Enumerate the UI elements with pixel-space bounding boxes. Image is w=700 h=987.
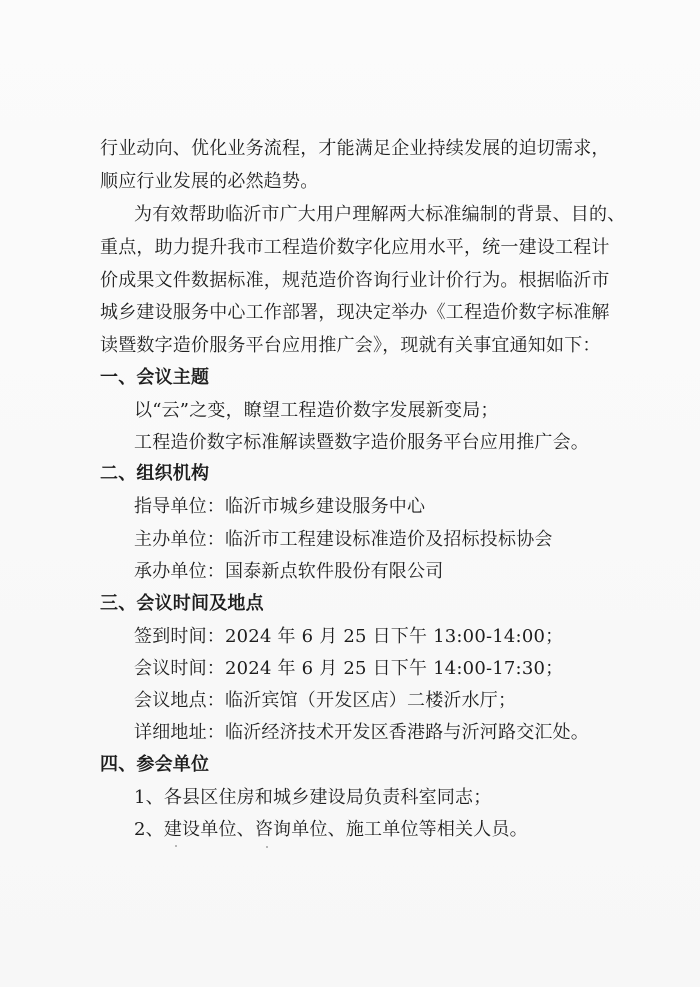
attendee-item-1: 1、各县区住房和城乡建设局负责科室同志； — [134, 787, 492, 808]
meeting-venue: 会议地点：临沂宾馆（开发区店）二楼沂水厅； — [134, 690, 517, 711]
purpose-line-1: 为有效帮助临沂市广大用户理解两大标准编制的背景、目的、 — [134, 204, 626, 225]
organization-host: 主办单位：临沂市工程建设标准造价及招标投标协会 — [134, 529, 553, 550]
intro-line-2: 顺应行业发展的必然趋势。 — [100, 171, 319, 192]
section-heading-time-place: 三、会议时间及地点 — [100, 593, 264, 614]
organization-organizer: 承办单位：国泰新点软件股份有限公司 — [134, 561, 444, 582]
purpose-line-4: 城乡建设服务中心工作部署，现决定举办《工程造价数字标准解 — [100, 302, 610, 323]
section-heading-attendees: 四、参会单位 — [100, 754, 210, 775]
meeting-address: 详细地址：临沂经济技术开发区香港路与沂河路交汇处。 — [134, 722, 589, 743]
checkin-time: 签到时间：2024 年 6 月 25 日下午 13:00-14:00； — [134, 626, 564, 647]
purpose-line-5: 读暨数字造价服务平台应用推广会》，现就有关事宜通知如下： — [100, 335, 601, 356]
attendee-item-2: 2、建设单位、咨询单位、施工单位等相关人员。 — [134, 819, 528, 840]
purpose-line-2: 重点，助力提升我市工程造价数字化应用水平，统一建设工程计 — [100, 237, 610, 258]
section-heading-organization: 二、组织机构 — [100, 463, 210, 484]
topic-line-1: 以“云”之变，瞭望工程造价数字发展新变局； — [134, 400, 499, 421]
meeting-time: 会议时间：2024 年 6 月 25 日下午 14:00-17:30； — [134, 658, 564, 679]
purpose-line-3: 价成果文件数据标准，规范造价咨询行业计价行为。根据临沂市 — [100, 270, 610, 291]
scan-dot — [175, 845, 177, 847]
organization-guide: 指导单位：临沂市城乡建设服务中心 — [134, 496, 426, 517]
scan-dot — [266, 846, 268, 848]
section-heading-topic: 一、会议主题 — [100, 367, 210, 388]
topic-line-2: 工程造价数字标准解读暨数字造价服务平台应用推广会。 — [134, 432, 589, 453]
intro-line-1: 行业动向、优化业务流程，才能满足企业持续发展的迫切需求， — [100, 138, 610, 159]
